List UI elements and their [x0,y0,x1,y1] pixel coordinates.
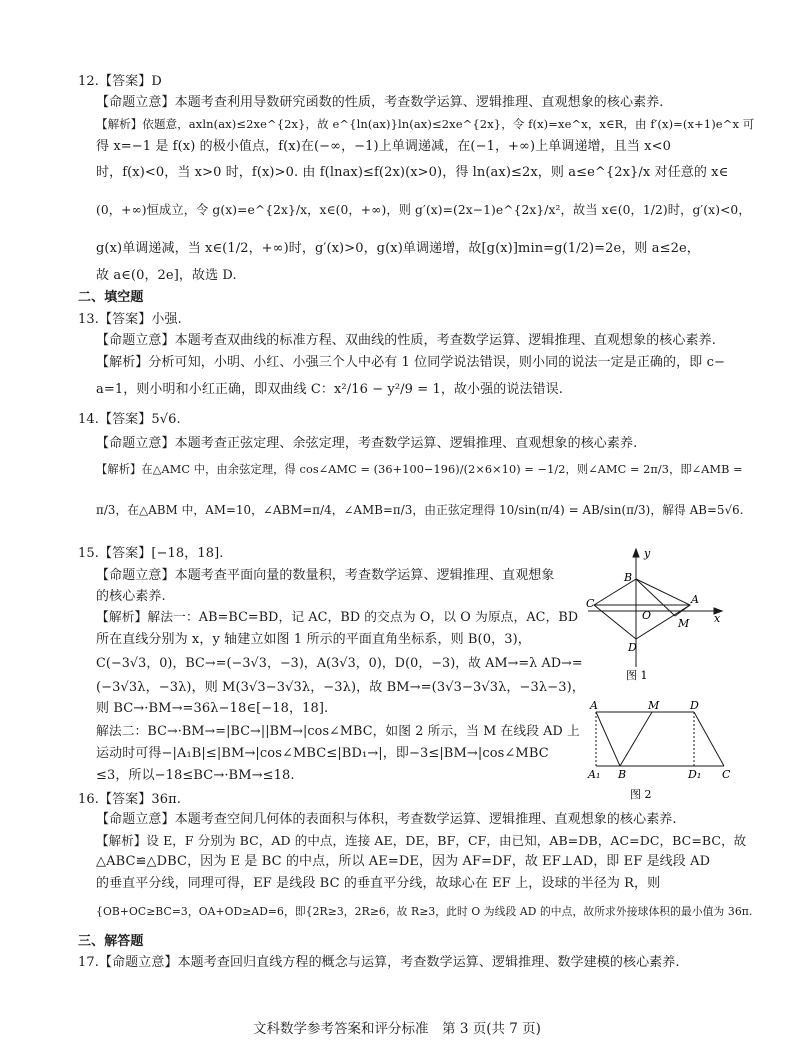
fig2-label-a: A [590,699,598,712]
q15-intent-line: 的核心素养. [96,589,166,604]
q16-intent: 【命题立意】本题考查空间几何体的表面积与体积，考查数学运算、逻辑推理、直观想象的核心素养. [96,812,677,827]
q12-analysis-line: (0，+∞)恒成立，令 g(x)=e^{2x}/x，x∈(0，+∞)，则 g′(x)=(2x−1)e^{2x}/x²，故当 x∈(0，1/2)时，g′(x)<0， [96,203,751,217]
q12-analysis-line: 故 a∈(0，2e]，故选 D. [96,268,237,283]
fig1-label-c: C [586,597,595,610]
fig2-label-c: C [722,768,731,781]
figure-1-diagram [580,545,730,685]
q15-analysis-line: 解法二：BC→·BM→=|BC→||BM→|cos∠MBC，如图 2 所示，当 M 在线段 AD 上 [96,724,580,739]
q14-analysis-line: 【解析】在△AMC 中，由余弦定理，得 cos∠AMC = (36+100−196)/(2×6×10) = −1/2，则∠AMC = 2π/3，即∠AMB = [96,463,743,476]
fig2-label-d: D [690,699,699,712]
q16-analysis-line: 【解析】设 E，F 分别为 BC，AD 的中点，连接 AE，DE，BF，CF，由已知，AB=DB，AC=DC，BC=BC，故 [96,833,747,848]
q16-answer: 16.【答案】36π. [78,792,181,807]
q13-answer: 13.【答案】小强. [78,312,182,327]
section-heading: 二、填空题 [78,290,144,305]
fig1-label-m: M [678,617,690,630]
fig2-label-m: M [648,699,660,712]
page-footer: 文科数学参考答案和评分标准 第 3 页(共 7 页) [253,1021,541,1037]
q12-analysis-line: 【解析】依题意，axln(ax)≤2xe^{2x}，故 e^{ln(ax)}ln(ax)≤2xe^{2x}，令 f(x)=xe^x，x∈R，由 f′(x)=(x+1)e^x 可 [96,117,755,131]
section-heading: 三、解答题 [78,934,144,949]
fig2-label-a1: A₁ [588,768,601,781]
q12-intent: 【命题立意】本题考查利用导数研究函数的性质，考查数学运算、逻辑推理、直观想象的核心素养. [96,95,664,110]
q15-analysis-line: 所在直线分别为 x，y 轴建立如图 1 所示的平面直角坐标系，则 B(0，3)， [96,632,531,647]
q15-analysis-line: (−3√3λ，−3λ)，则 M(3√3−3√3λ，−3λ)，故 BM→=(3√3−3√3λ，−3λ−3)， [96,680,585,695]
q14-intent: 【命题立意】本题考查正弦定理、余弦定理，考查数学运算、逻辑推理、直观想象的核心素养. [96,436,638,451]
q16-analysis-line: △ABC≌△DBC，因为 E 是 BC 的中点，所以 AE=DE，因为 AF=DF，故 EF⊥AD，即 EF 是线段 AD [96,854,711,869]
fig1-label-b: B [624,571,633,584]
q14-answer: 14.【答案】5√6. [78,412,181,427]
q14-analysis-line: π/3，在△ABM 中，AM=10，∠ABM=π/4，∠AMB=π/3，由正弦定理得 10/sin(π/4) = AB/sin(π/3)，解得 AB=5√6. [96,503,744,517]
fig1-label-x: x [714,612,721,625]
q15-analysis-line: ≤3，所以−18≤BC→·BM→≤18. [96,768,295,783]
q12-analysis-line: 得 x=−1 是 f(x) 的极小值点，f(x)在(−∞，−1)上单调递减，在(−1，+∞)上单调递增，且当 x<0 [96,139,671,154]
figure-1-caption: 图 1 [626,669,648,682]
fig1-label-d: D [628,641,637,654]
q15-analysis-line: 运动时可得−|A₁B|≤|BM→|cos∠MBC≤|BD₁→|，即−3≤|BM→|cos∠MBC [96,746,549,761]
q16-analysis-line: 的垂直平分线，同理可得，EF 是线段 BC 的垂直平分线，故球心在 EF 上，设球的半径为 R，则 [96,876,661,891]
q13-intent: 【命题立意】本题考查双曲线的标准方程、双曲线的性质，考查数学运算、逻辑推理、直观想象的核心素养. [96,333,716,348]
fig1-label-a: A [691,593,699,606]
figure-2-diagram [582,698,732,803]
q15-analysis-line: 【解析】解法一：AB=BC=BD，记 AC，BD 的交点为 O，以 O 为原点，AC，BD [96,610,579,625]
fig2-label-b: B [618,768,627,781]
q15-analysis-line: C(−3√3，0)，BC→=(−3√3，−3)，A(3√3，0)，D(0，−3)，故 AM→=λ AD→= [96,656,583,671]
q15-analysis-line: 则 BC→·BM→=36λ−18∈[−18，18]. [96,701,329,716]
fig1-label-y: y [644,547,651,560]
figure-2-caption: 图 2 [630,788,652,801]
q15-answer: 15.【答案】[−18，18]. [78,546,224,561]
q13-analysis-line: 【解析】分析可知，小明、小红、小强三个人中必有 1 位同学说法错误，则小同的说法一定是正确的，即 c− [96,355,725,370]
fig2-label-d1: D₁ [688,768,702,781]
q12-answer: 12.【答案】D [78,74,162,89]
q12-analysis-line: g(x)单调递减，当 x∈(1/2，+∞)时，g′(x)>0，g(x)单调递增，故[g(x)]min=g(1/2)=2e，则 a≤2e， [96,241,700,256]
q16-analysis-line: {OB+OC≥BC=3，OA+OD≥AD=6，即{2R≥3，2R≥6，故 R≥3，此时 O 为线段 AD 的中点，故所求外接球体积的最小值为 36π. [96,905,753,918]
q15-intent-line: 【命题立意】本题考查平面向量的数量积，考查数学运算、逻辑推理、直观想象 [96,568,555,583]
q12-analysis-line: 时，f(x)<0，当 x>0 时，f(x)>0. 由 f(lnax)≤f(2x)(x>0)，得 ln(ax)≤2x，则 a≤e^{2x}/x 对任意的 x∈ [96,165,729,180]
q13-analysis-line: a=1，则小明和小红正确，即双曲线 C：x²/16 − y²/9 = 1，故小强的说法错误. [96,382,563,397]
fig1-label-o: O [642,609,652,622]
q17-intent: 17.【命题立意】本题考查回归直线方程的概念与运算，考查数学运算、逻辑推理、数学建模的核心素养. [78,955,680,970]
